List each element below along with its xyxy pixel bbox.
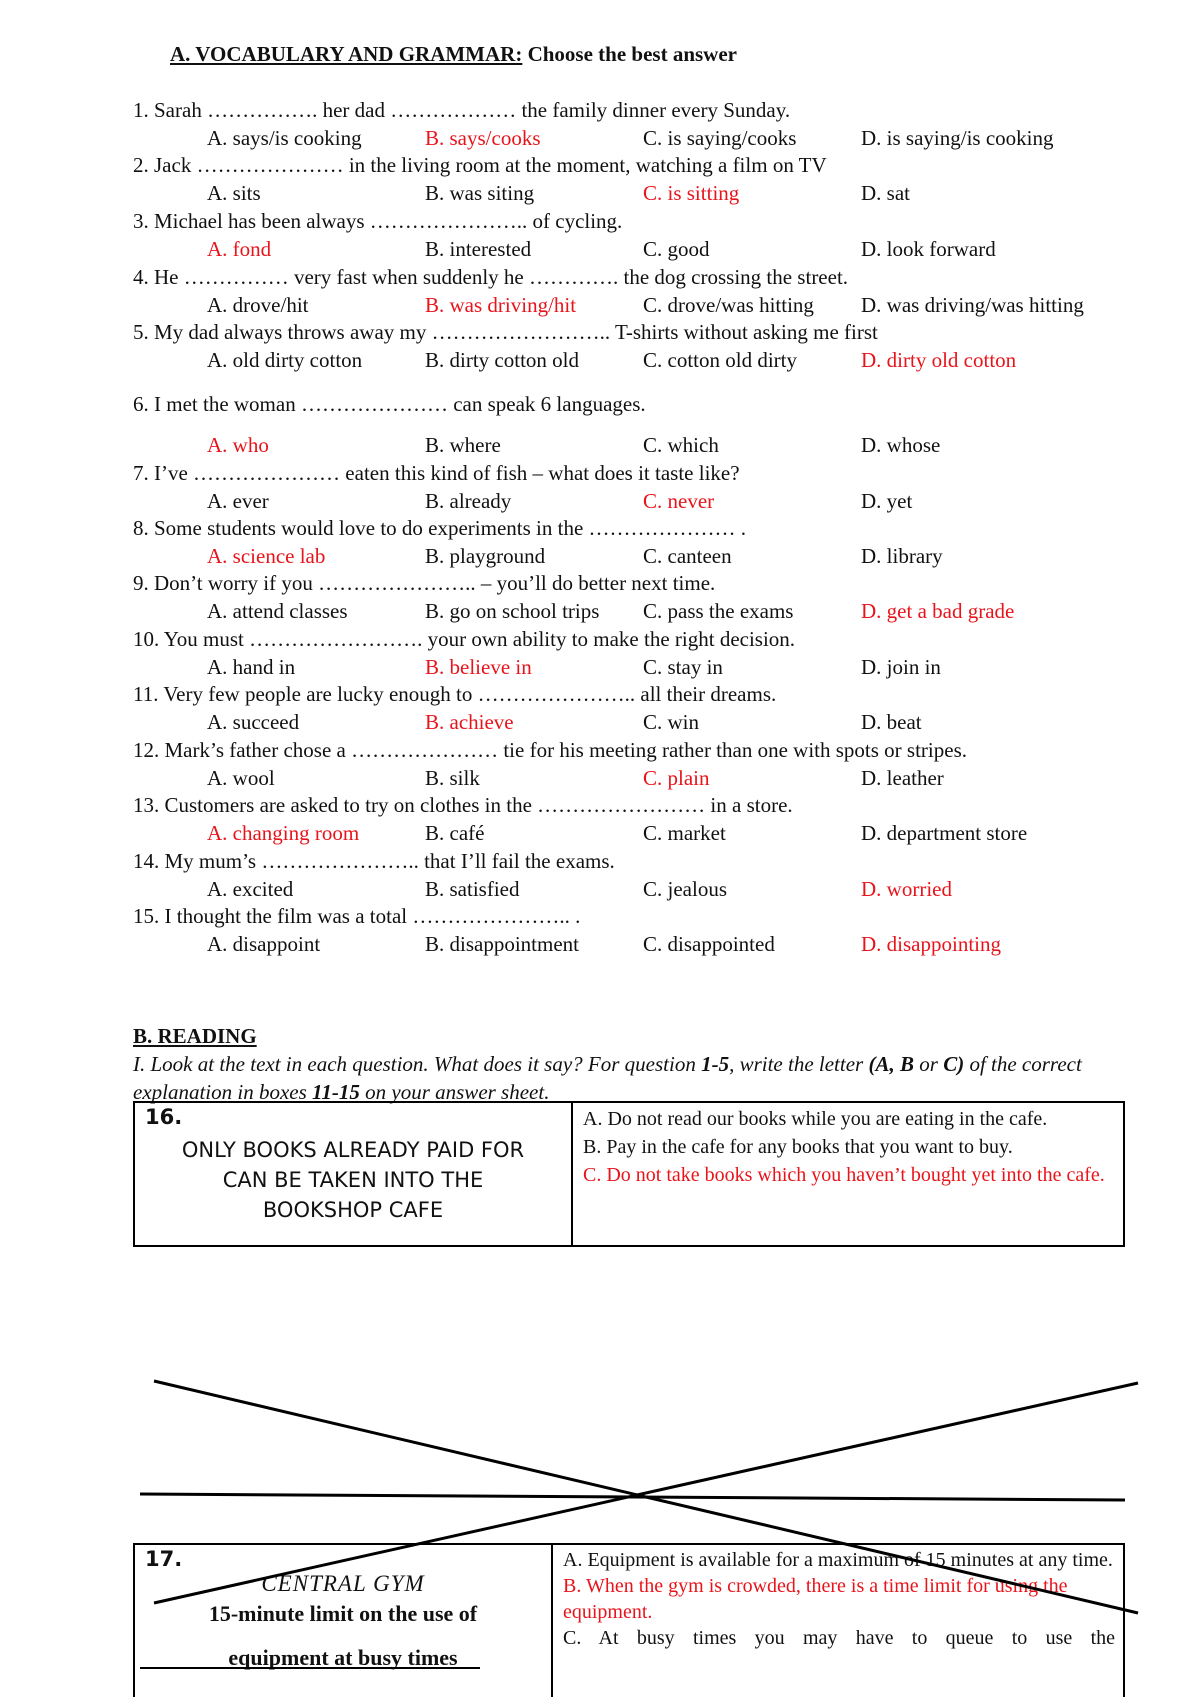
option-b: B. go on school trips <box>425 599 600 623</box>
option-b: B. café <box>425 821 485 845</box>
option-d: D. sat <box>861 181 910 205</box>
option-d: D. worried <box>861 877 952 901</box>
option-d: D. disappointing <box>861 932 1001 956</box>
question-stem: 4. He …………… very fast when suddenly he …………. the dog crossing the street. <box>133 265 849 289</box>
instruction-range: 1-5 <box>701 1052 730 1076</box>
question-stem: 6. I met the woman ………………… can speak 6 languages. <box>133 392 646 416</box>
option-b: B. disappointment <box>425 932 579 956</box>
option-c: C. which <box>643 433 719 457</box>
option-d: D. is saying/is cooking <box>861 126 1054 150</box>
box17-option-a: A. Equipment is available for a maximum of 15 minutes at any time. <box>563 1549 1113 1571</box>
instruction-part: or <box>914 1052 944 1076</box>
option-a: A. attend classes <box>207 599 348 623</box>
instruction-part: on your answer sheet. <box>359 1080 550 1104</box>
question-stem: 5. My dad always throws away my …………………….. T-shirts without asking me first <box>133 320 878 344</box>
option-a: A. says/is cooking <box>207 126 362 150</box>
instruction-letters: (A, B <box>868 1052 914 1076</box>
option-d: D. library <box>861 544 943 568</box>
option-b: B. achieve <box>425 710 514 734</box>
option-c: C. jealous <box>643 877 727 901</box>
question-stem: 2. Jack ………………… in the living room at the moment, watching a film on TV <box>133 153 827 177</box>
option-a: A. old dirty cotton <box>207 348 363 372</box>
gym-name: CENTRAL GYM <box>261 1571 425 1596</box>
box-number-17: 17. <box>145 1547 183 1571</box>
instruction-part: of the correct explanation in boxes <box>133 1052 1082 1104</box>
question-stem: 12. Mark’s father chose a ………………… tie for his meeting rather than one with spots or stripes. <box>133 738 967 762</box>
option-b: B. dirty cotton old <box>425 348 579 372</box>
option-d: D. yet <box>861 489 913 513</box>
section-a-title-prefix: A. VOCABULARY AND GRAMMAR: <box>170 42 523 66</box>
option-b: B. already <box>425 489 512 513</box>
option-a: A. hand in <box>207 655 296 679</box>
option-b: B. playground <box>425 544 546 568</box>
option-a: A. drove/hit <box>207 293 309 317</box>
option-b: B. where <box>425 433 501 457</box>
option-c: C. plain <box>643 766 710 790</box>
sign-line: CAN BE TAKEN INTO THE <box>222 1168 484 1192</box>
option-c: C. is sitting <box>643 181 740 205</box>
option-a: A. disappoint <box>207 932 321 956</box>
option-d: D. department store <box>861 821 1028 845</box>
option-a: A. science lab <box>207 544 326 568</box>
question-stem: 15. I thought the film was a total ………………….. . <box>133 904 581 928</box>
option-a: A. fond <box>207 237 272 261</box>
option-b: B. satisfied <box>425 877 520 901</box>
box17-option-c: C. At busy times you may have to queue to use the <box>563 1627 1115 1649</box>
question-stem: 1. Sarah ……………. her dad ……………… the family dinner every Sunday. <box>133 98 791 122</box>
instruction-boxes: 11-15 <box>312 1080 360 1104</box>
option-b: B. believe in <box>425 655 532 679</box>
question-stem: 14. My mum’s ………………….. that I’ll fail the exams. <box>133 849 615 873</box>
option-a: A. succeed <box>207 710 300 734</box>
box16-option-c: C. Do not take books which you haven’t bought yet into the cafe. <box>583 1164 1105 1186</box>
question-stem: 11. Very few people are lucky enough to ………………….. all their dreams. <box>133 682 777 706</box>
option-d: D. join in <box>861 655 941 679</box>
instruction-c: C) <box>943 1052 965 1076</box>
option-c: C. canteen <box>643 544 732 568</box>
question-stem: 8. Some students would love to do experiments in the ………………… . <box>133 516 747 540</box>
option-a: A. who <box>207 433 269 457</box>
option-a: A. excited <box>207 877 294 901</box>
question-stem: 7. I’ve ………………… eaten this kind of fish – what does it taste like? <box>133 461 740 485</box>
option-c: C. is saying/cooks <box>643 126 797 150</box>
gym-sign-line-1: 15-minute limit on the use of <box>208 1601 478 1626</box>
option-c: C. never <box>643 489 715 513</box>
option-b: B. says/cooks <box>425 126 541 150</box>
gym-sign-line-2: equipment at busy times <box>228 1645 458 1670</box>
option-c: C. pass the exams <box>643 599 794 623</box>
option-b: B. interested <box>425 237 532 261</box>
option-d: D. beat <box>861 710 922 734</box>
section-b-title: B. READING <box>133 1024 257 1048</box>
question-stem: 13. Customers are asked to try on clothes in the …………………… in a store. <box>133 793 793 817</box>
option-c: C. stay in <box>643 655 723 679</box>
option-d: D. leather <box>861 766 944 790</box>
instruction-part: , write the letter <box>729 1052 869 1076</box>
option-d: D. dirty old cotton <box>861 348 1017 372</box>
option-c: C. disappointed <box>643 932 775 956</box>
option-c: C. win <box>643 710 700 734</box>
option-d: D. look forward <box>861 237 996 261</box>
question-stem: 3. Michael has been always ………………….. of cycling. <box>133 209 623 233</box>
option-a: A. wool <box>207 766 275 790</box>
box17-option-b: B. When the gym is crowded, there is a time limit for using the equipment. <box>563 1575 1068 1623</box>
option-d: D. get a bad grade <box>861 599 1015 623</box>
box16-option-b: B. Pay in the cafe for any books that you want to buy. <box>583 1136 1013 1158</box>
sign-line: BOOKSHOP CAFE <box>262 1198 444 1222</box>
question-stem: 9. Don’t worry if you ………………….. – you’ll do better next time. <box>133 571 716 595</box>
option-d: D. was driving/was hitting <box>861 293 1084 317</box>
option-c: C. drove/was hitting <box>643 293 814 317</box>
option-a: A. sits <box>207 181 261 205</box>
section-a-title-suffix: Choose the best answer <box>522 42 737 66</box>
question-stem: 10. You must ……………………. your own ability to make the right decision. <box>133 627 796 651</box>
option-b: B. was siting <box>425 181 535 205</box>
option-d: D. whose <box>861 433 941 457</box>
instruction-part: I. Look at the text in each question. What does it say? For question <box>133 1052 702 1076</box>
option-b: B. was driving/hit <box>425 293 577 317</box>
option-a: A. ever <box>207 489 269 513</box>
option-a: A. changing room <box>207 821 360 845</box>
option-c: C. market <box>643 821 726 845</box>
option-c: C. good <box>643 237 710 261</box>
option-c: C. cotton old dirty <box>643 348 797 372</box>
sign-line: ONLY BOOKS ALREADY PAID FOR <box>181 1138 525 1162</box>
box16-option-a: A. Do not read our books while you are eating in the cafe. <box>583 1108 1048 1130</box>
option-b: B. silk <box>425 766 480 790</box>
box-number-16: 16. <box>145 1105 183 1129</box>
